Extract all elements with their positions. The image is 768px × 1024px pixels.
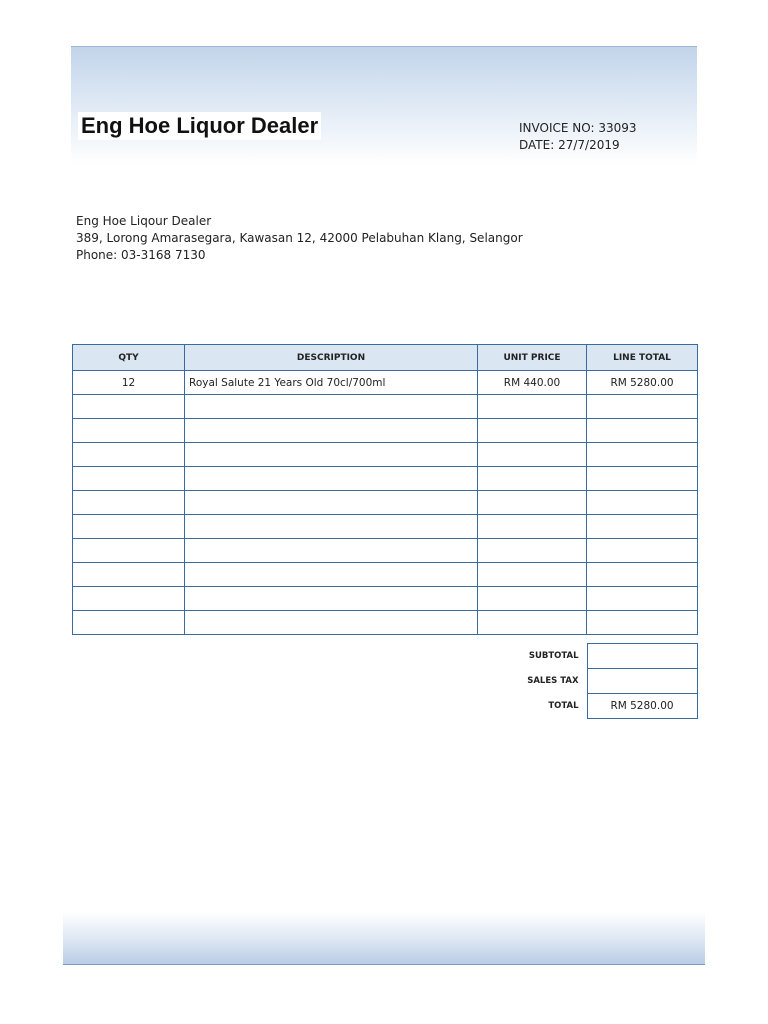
cell-line-total: RM 5280.00: [587, 371, 698, 395]
table-row: [73, 443, 698, 467]
table-row: [73, 491, 698, 515]
total-value: RM 5280.00: [587, 694, 697, 719]
col-header-qty: QTY: [73, 345, 185, 371]
cell-description: [185, 419, 478, 443]
items-table: [72, 344, 698, 635]
totals-table: [472, 643, 698, 719]
cell-unit-price: [478, 467, 587, 491]
subtotal-value: [587, 644, 697, 669]
cell-unit-price: [478, 515, 587, 539]
cell-line-total: [587, 419, 698, 443]
sales-tax-row: [472, 669, 697, 694]
cell-description: Royal Salute 21 Years Old 70cl/700ml: [185, 371, 478, 395]
table-row: [73, 395, 698, 419]
cell-line-total: [587, 395, 698, 419]
cell-unit-price: [478, 539, 587, 563]
footer-band: [63, 912, 705, 965]
cell-description: [185, 443, 478, 467]
cell-line-total: [587, 611, 698, 635]
cell-line-total: [587, 467, 698, 491]
table-row: [73, 611, 698, 635]
table-row: [73, 467, 698, 491]
total-label: TOTAL: [548, 701, 579, 711]
cell-description: [185, 539, 478, 563]
cell-qty: [73, 443, 185, 467]
subtotal-label: SUBTOTAL: [528, 651, 579, 661]
seller-street: 389, Lorong Amarasegara, Kawasan 12, 42000 Pelabuhan Klang, Selangor: [76, 231, 523, 245]
cell-qty: [73, 491, 185, 515]
cell-description: [185, 587, 478, 611]
cell-line-total: [587, 491, 698, 515]
table-row: [73, 539, 698, 563]
cell-qty: [73, 419, 185, 443]
cell-description: [185, 467, 478, 491]
seller-address: [76, 213, 523, 264]
sales-tax-value: [587, 669, 697, 694]
cell-qty: 12: [73, 371, 185, 395]
cell-description: [185, 563, 478, 587]
cell-qty: [73, 611, 185, 635]
cell-unit-price: [478, 587, 587, 611]
cell-unit-price: [478, 491, 587, 515]
col-header-line-total: LINE TOTAL: [587, 345, 698, 371]
cell-unit-price: [478, 395, 587, 419]
cell-unit-price: [478, 419, 587, 443]
cell-line-total: [587, 587, 698, 611]
cell-qty: [73, 467, 185, 491]
cell-description: [185, 491, 478, 515]
cell-line-total: [587, 563, 698, 587]
invoice-number: INVOICE NO: 33093: [519, 121, 637, 135]
cell-unit-price: [478, 443, 587, 467]
col-header-description: DESCRIPTION: [185, 345, 478, 371]
cell-line-total: [587, 515, 698, 539]
cell-qty: [73, 563, 185, 587]
company-title: Eng Hoe Liquor Dealer: [78, 112, 321, 140]
seller-name: Eng Hoe Liqour Dealer: [76, 214, 212, 228]
table-row: [73, 515, 698, 539]
cell-qty: [73, 539, 185, 563]
cell-qty: [73, 515, 185, 539]
cell-unit-price: RM 440.00: [478, 371, 587, 395]
table-row: [73, 371, 698, 395]
cell-description: [185, 515, 478, 539]
cell-line-total: [587, 443, 698, 467]
cell-description: [185, 395, 478, 419]
subtotal-row: [472, 644, 697, 669]
sales-tax-label: SALES TAX: [527, 676, 579, 686]
table-row: [73, 563, 698, 587]
total-row: [472, 694, 697, 719]
cell-qty: [73, 587, 185, 611]
cell-qty: [73, 395, 185, 419]
table-row: [73, 419, 698, 443]
table-row: [73, 587, 698, 611]
invoice-meta: [519, 120, 637, 154]
invoice-date: DATE: 27/7/2019: [519, 138, 620, 152]
table-header-row: [73, 345, 698, 371]
cell-unit-price: [478, 611, 587, 635]
seller-phone: Phone: 03-3168 7130: [76, 248, 206, 262]
col-header-unit-price: UNIT PRICE: [478, 345, 587, 371]
cell-description: [185, 611, 478, 635]
cell-unit-price: [478, 563, 587, 587]
cell-line-total: [587, 539, 698, 563]
items-body: [73, 371, 698, 635]
